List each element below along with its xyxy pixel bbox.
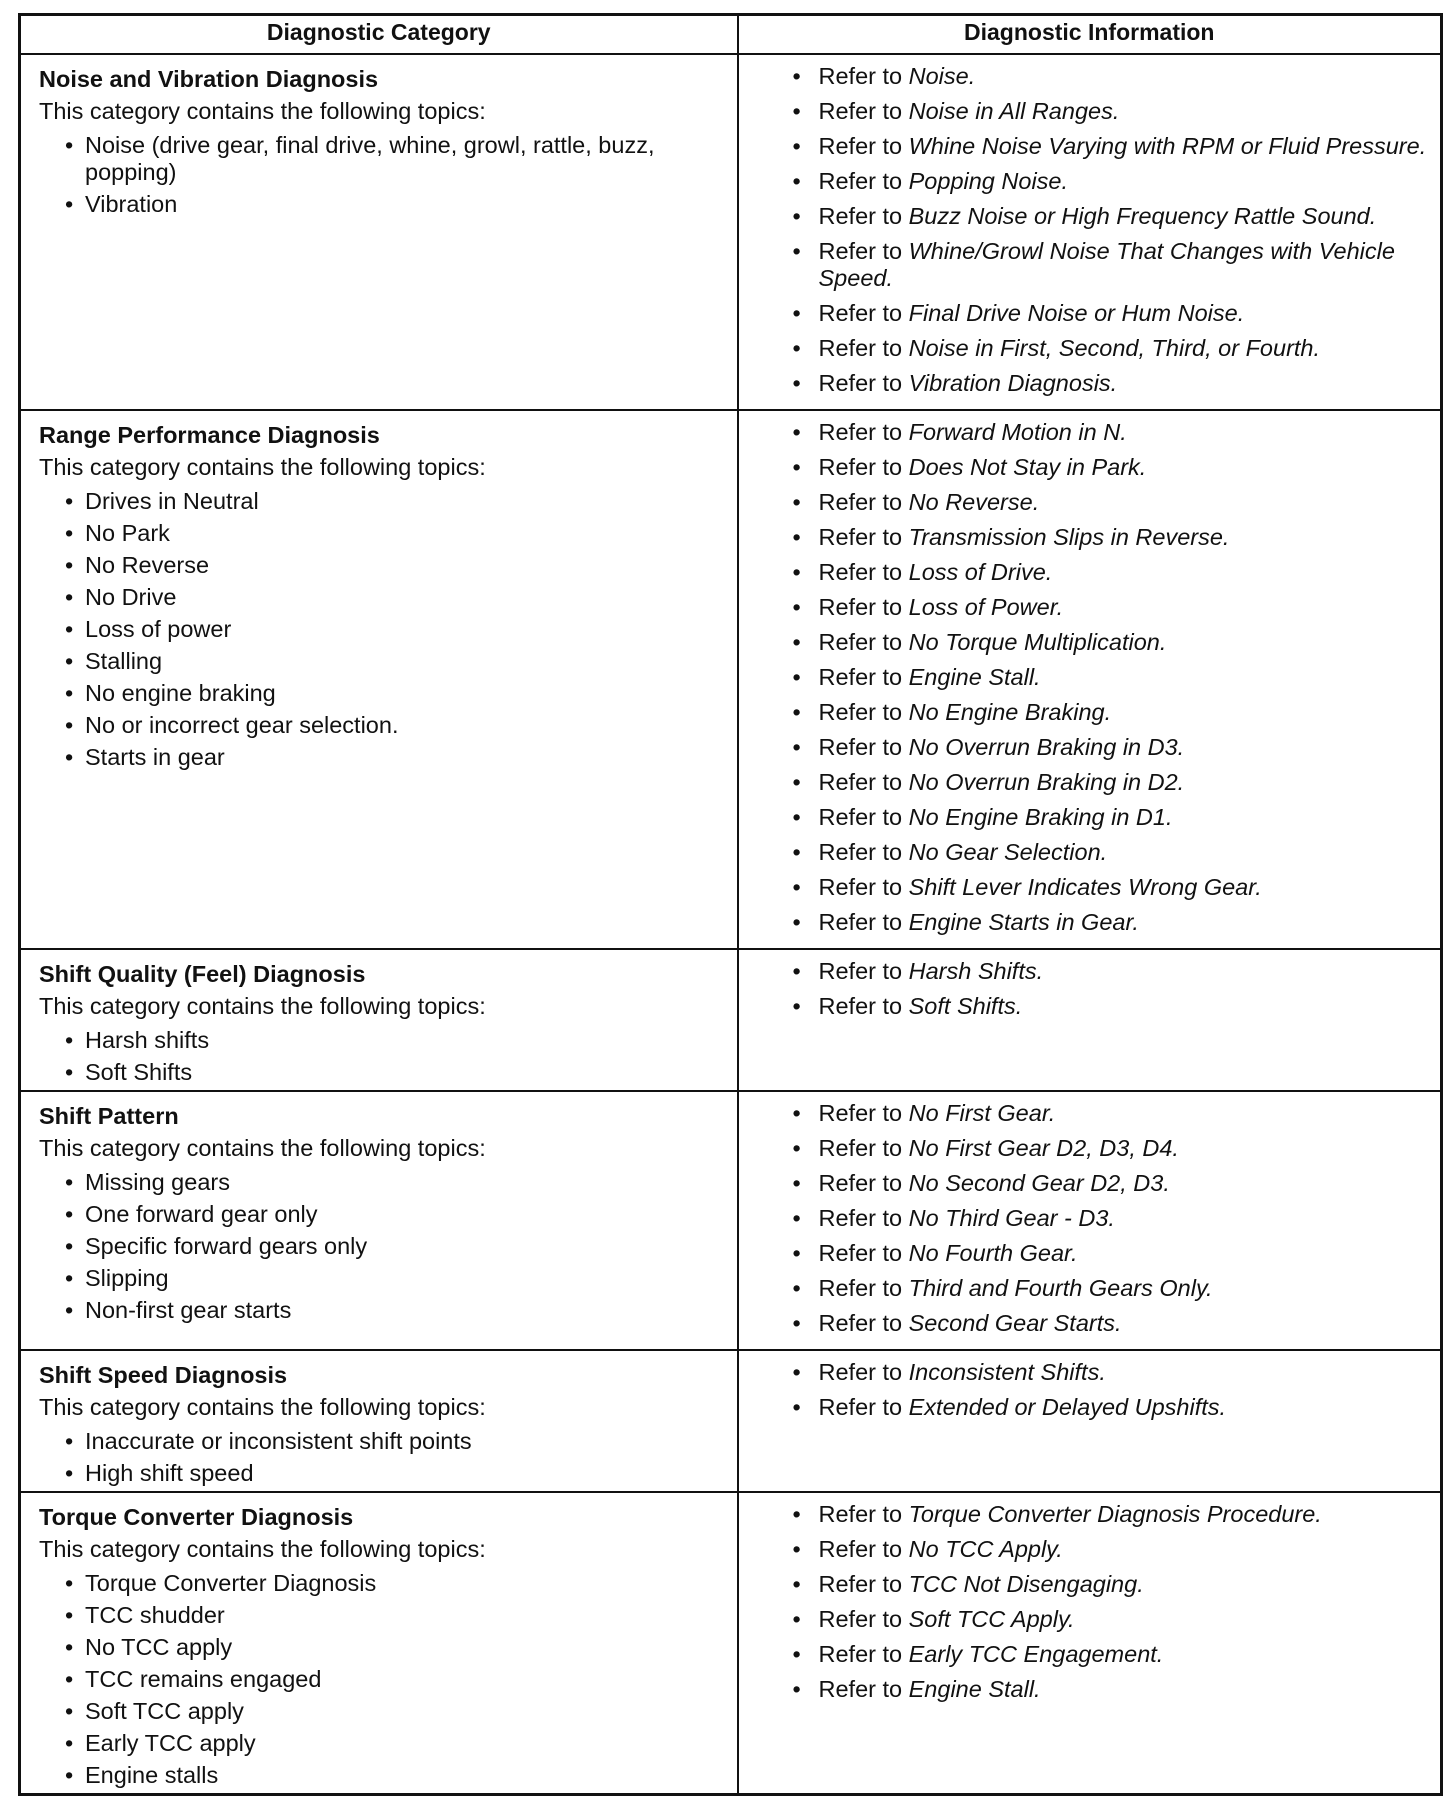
- reference-prefix: Refer to: [818, 203, 903, 229]
- reference-topic: No Overrun Braking in D3.: [908, 734, 1185, 760]
- reference-topic: No Engine Braking in D1.: [908, 804, 1173, 830]
- reference-topic: Transmission Slips in Reverse.: [908, 524, 1230, 550]
- reference-topic: No Overrun Braking in D2.: [908, 769, 1185, 795]
- reference-item: [781, 524, 1431, 551]
- reference-item: [781, 1606, 1431, 1633]
- topic-item: • TCC shudder: [67, 1602, 727, 1629]
- header-diagnostic-category: Diagnostic Category: [20, 15, 738, 55]
- category-title: Torque Converter Diagnosis: [39, 1504, 354, 1530]
- reference-prefix: Refer to: [818, 1135, 903, 1161]
- reference-prefix: Refer to: [818, 63, 903, 89]
- reference-topic: Harsh Shifts.: [908, 958, 1044, 984]
- reference-prefix: Refer to: [818, 168, 903, 194]
- reference-prefix: Refer to: [818, 1310, 903, 1336]
- reference-prefix: Refer to: [818, 133, 903, 159]
- category-cell: [20, 410, 738, 949]
- reference-topic: Inconsistent Shifts.: [908, 1359, 1106, 1385]
- reference-item: [781, 168, 1431, 195]
- reference-prefix: Refer to: [818, 1275, 903, 1301]
- reference-item: [781, 1641, 1431, 1668]
- reference-item: [781, 1394, 1431, 1421]
- reference-topic: No Third Gear - D3.: [908, 1205, 1115, 1231]
- topic-item: • No Reverse: [67, 552, 727, 579]
- reference-prefix: Refer to: [818, 874, 903, 900]
- reference-topic: No Engine Braking.: [908, 699, 1112, 725]
- topic-item: • Non-first gear starts: [67, 1297, 727, 1324]
- category-title: Range Performance Diagnosis: [39, 422, 380, 448]
- reference-topic: No First Gear D2, D3, D4.: [908, 1135, 1179, 1161]
- topic-item: • Slipping: [67, 1265, 727, 1292]
- category-intro: This category contains the following topics:: [39, 993, 486, 1019]
- reference-item: [781, 133, 1431, 160]
- table-row: [20, 1091, 1442, 1350]
- reference-item: [781, 993, 1431, 1020]
- topic-item: • High shift speed: [67, 1460, 727, 1487]
- category-cell: [20, 1350, 738, 1492]
- reference-prefix: Refer to: [818, 699, 903, 725]
- topic-item: • Specific forward gears only: [67, 1233, 727, 1260]
- reference-topic: Early TCC Engagement.: [908, 1641, 1164, 1667]
- table-row: [20, 54, 1442, 410]
- topic-item: • Loss of power: [67, 616, 727, 643]
- topic-item: • Soft Shifts: [67, 1059, 727, 1086]
- reference-topic: Extended or Delayed Upshifts.: [908, 1394, 1227, 1420]
- table-row: [20, 1350, 1442, 1492]
- topic-item: • Early TCC apply: [67, 1730, 727, 1757]
- reference-prefix: Refer to: [818, 1394, 903, 1420]
- reference-prefix: Refer to: [818, 1676, 903, 1702]
- category-title: Noise and Vibration Diagnosis: [39, 66, 379, 92]
- reference-topic: No Fourth Gear.: [908, 1240, 1078, 1266]
- reference-topic: Noise in All Ranges.: [908, 98, 1120, 124]
- topic-item: • Harsh shifts: [67, 1027, 727, 1054]
- reference-topic: Loss of Power.: [908, 594, 1064, 620]
- reference-topic: Engine Stall.: [908, 1676, 1041, 1702]
- reference-item: [781, 664, 1431, 691]
- reference-prefix: Refer to: [818, 629, 903, 655]
- reference-item: [781, 1100, 1431, 1127]
- reference-item: [781, 594, 1431, 621]
- reference-item: [781, 98, 1431, 125]
- reference-prefix: Refer to: [818, 804, 903, 830]
- reference-item: [781, 335, 1431, 362]
- reference-topic: Third and Fourth Gears Only.: [908, 1275, 1213, 1301]
- reference-item: [781, 370, 1431, 397]
- reference-item: [781, 1240, 1431, 1267]
- topic-item: • Noise (drive gear, final drive, whine, growl, rattle, buzz, popping): [67, 132, 727, 186]
- topic-item: • One forward gear only: [67, 1201, 727, 1228]
- reference-topic: No Torque Multiplication.: [908, 629, 1167, 655]
- reference-prefix: Refer to: [818, 1536, 903, 1562]
- topic-item: • No Drive: [67, 584, 727, 611]
- information-cell: [738, 410, 1442, 949]
- reference-topic: No TCC Apply.: [908, 1536, 1063, 1562]
- reference-item: [781, 489, 1431, 516]
- reference-prefix: Refer to: [818, 734, 903, 760]
- reference-list: [757, 1100, 1431, 1337]
- reference-topic: Forward Motion in N.: [908, 419, 1127, 445]
- topic-item: • Torque Converter Diagnosis: [67, 1570, 727, 1597]
- reference-topic: Popping Noise.: [908, 168, 1069, 194]
- reference-prefix: Refer to: [818, 419, 903, 445]
- reference-prefix: Refer to: [818, 1170, 903, 1196]
- reference-topic: Does Not Stay in Park.: [908, 454, 1147, 480]
- reference-item: [781, 300, 1431, 327]
- reference-item: [781, 1170, 1431, 1197]
- reference-topic: Soft TCC Apply.: [908, 1606, 1075, 1632]
- reference-list: [757, 1359, 1431, 1421]
- category-cell: [20, 1492, 738, 1795]
- topic-item: • No engine braking: [67, 680, 727, 707]
- reference-item: [781, 203, 1431, 230]
- reference-prefix: Refer to: [818, 1359, 903, 1385]
- reference-item: [781, 238, 1431, 292]
- reference-item: [781, 1571, 1431, 1598]
- reference-item: [781, 958, 1431, 985]
- topic-list: [39, 488, 727, 771]
- category-intro: This category contains the following topics:: [39, 98, 486, 124]
- reference-prefix: Refer to: [818, 664, 903, 690]
- topic-item: • No TCC apply: [67, 1634, 727, 1661]
- category-title: Shift Speed Diagnosis: [39, 1362, 288, 1388]
- reference-topic: Loss of Drive.: [908, 559, 1053, 585]
- reference-item: [781, 454, 1431, 481]
- reference-prefix: Refer to: [818, 1205, 903, 1231]
- reference-list: [757, 958, 1431, 1020]
- category-cell: [20, 54, 738, 410]
- reference-prefix: Refer to: [818, 335, 903, 361]
- reference-list: [757, 419, 1431, 936]
- information-cell: [738, 1492, 1442, 1795]
- information-cell: [738, 54, 1442, 410]
- topic-item: • Vibration: [67, 191, 727, 218]
- topic-item: • Engine stalls: [67, 1762, 727, 1789]
- category-title: Shift Quality (Feel) Diagnosis: [39, 961, 366, 987]
- topic-item: • No Park: [67, 520, 727, 547]
- reference-topic: Engine Stall.: [908, 664, 1041, 690]
- reference-prefix: Refer to: [818, 98, 903, 124]
- reference-topic: Vibration Diagnosis.: [908, 370, 1118, 396]
- reference-topic: Engine Starts in Gear.: [908, 909, 1139, 935]
- reference-prefix: Refer to: [818, 958, 903, 984]
- reference-topic: TCC Not Disengaging.: [908, 1571, 1144, 1597]
- reference-item: [781, 1310, 1431, 1337]
- reference-topic: Shift Lever Indicates Wrong Gear.: [908, 874, 1262, 900]
- topic-item: • Inaccurate or inconsistent shift points: [67, 1428, 727, 1455]
- reference-topic: No First Gear.: [908, 1100, 1056, 1126]
- reference-prefix: Refer to: [818, 993, 903, 1019]
- reference-prefix: Refer to: [818, 454, 903, 480]
- topic-list: [39, 1027, 727, 1086]
- topic-item: • Starts in gear: [67, 744, 727, 771]
- reference-topic: Second Gear Starts.: [908, 1310, 1122, 1336]
- reference-item: [781, 839, 1431, 866]
- reference-item: [781, 804, 1431, 831]
- reference-prefix: Refer to: [818, 1501, 903, 1527]
- reference-item: [781, 63, 1431, 90]
- reference-prefix: Refer to: [818, 559, 903, 585]
- header-row: [20, 15, 1442, 55]
- reference-prefix: Refer to: [818, 1571, 903, 1597]
- information-cell: [738, 1091, 1442, 1350]
- topic-list: [39, 1570, 727, 1789]
- reference-item: [781, 699, 1431, 726]
- reference-list: [757, 63, 1431, 397]
- reference-topic: No Second Gear D2, D3.: [908, 1170, 1170, 1196]
- category-intro: This category contains the following topics:: [39, 1536, 486, 1562]
- reference-prefix: Refer to: [818, 769, 903, 795]
- reference-prefix: Refer to: [818, 524, 903, 550]
- reference-item: [781, 1275, 1431, 1302]
- table-body: [20, 54, 1442, 1795]
- reference-prefix: Refer to: [818, 1240, 903, 1266]
- reference-topic: No Reverse.: [908, 489, 1040, 515]
- topic-item: • Stalling: [67, 648, 727, 675]
- reference-topic: Noise.: [908, 63, 976, 89]
- reference-item: [781, 1359, 1431, 1386]
- topic-item: • Missing gears: [67, 1169, 727, 1196]
- category-title: Shift Pattern: [39, 1103, 179, 1129]
- reference-topic: Torque Converter Diagnosis Procedure.: [908, 1501, 1322, 1527]
- table-row: [20, 410, 1442, 949]
- topic-item: • TCC remains engaged: [67, 1666, 727, 1693]
- reference-item: [781, 909, 1431, 936]
- reference-item: [781, 874, 1431, 901]
- diagnostic-table: [18, 13, 1443, 1796]
- reference-prefix: Refer to: [818, 370, 903, 396]
- category-cell: [20, 1091, 738, 1350]
- reference-topic: Whine Noise Varying with RPM or Fluid Pressure.: [908, 133, 1427, 159]
- table-row: [20, 1492, 1442, 1795]
- reference-prefix: Refer to: [818, 839, 903, 865]
- reference-item: [781, 1205, 1431, 1232]
- reference-topic: Whine/Growl Noise That Changes with Vehicle Speed.: [818, 238, 1395, 291]
- reference-topic: No Gear Selection.: [908, 839, 1108, 865]
- header-diagnostic-information: Diagnostic Information: [738, 15, 1442, 55]
- reference-item: [781, 1676, 1431, 1703]
- table-row: [20, 949, 1442, 1091]
- reference-item: [781, 769, 1431, 796]
- reference-prefix: Refer to: [818, 1100, 903, 1126]
- reference-item: [781, 1135, 1431, 1162]
- topic-list: [39, 132, 727, 218]
- reference-prefix: Refer to: [818, 238, 903, 264]
- reference-prefix: Refer to: [818, 909, 903, 935]
- reference-topic: Noise in First, Second, Third, or Fourth.: [908, 335, 1321, 361]
- reference-list: [757, 1501, 1431, 1703]
- reference-item: [781, 734, 1431, 761]
- category-intro: This category contains the following topics:: [39, 1394, 486, 1420]
- reference-item: [781, 419, 1431, 446]
- reference-topic: Buzz Noise or High Frequency Rattle Sound.: [908, 203, 1377, 229]
- reference-prefix: Refer to: [818, 1606, 903, 1632]
- reference-item: [781, 559, 1431, 586]
- reference-item: [781, 1536, 1431, 1563]
- information-cell: [738, 949, 1442, 1091]
- topic-item: • Soft TCC apply: [67, 1698, 727, 1725]
- reference-prefix: Refer to: [818, 489, 903, 515]
- reference-topic: Final Drive Noise or Hum Noise.: [908, 300, 1245, 326]
- category-cell: [20, 949, 738, 1091]
- reference-topic: Soft Shifts.: [908, 993, 1023, 1019]
- topic-item: • Drives in Neutral: [67, 488, 727, 515]
- reference-prefix: Refer to: [818, 1641, 903, 1667]
- topic-list: [39, 1428, 727, 1487]
- information-cell: [738, 1350, 1442, 1492]
- reference-item: [781, 1501, 1431, 1528]
- category-intro: This category contains the following topics:: [39, 454, 486, 480]
- reference-item: [781, 629, 1431, 656]
- topic-item: • No or incorrect gear selection.: [67, 712, 727, 739]
- reference-prefix: Refer to: [818, 594, 903, 620]
- reference-prefix: Refer to: [818, 300, 903, 326]
- topic-list: [39, 1169, 727, 1324]
- category-intro: This category contains the following topics:: [39, 1135, 486, 1161]
